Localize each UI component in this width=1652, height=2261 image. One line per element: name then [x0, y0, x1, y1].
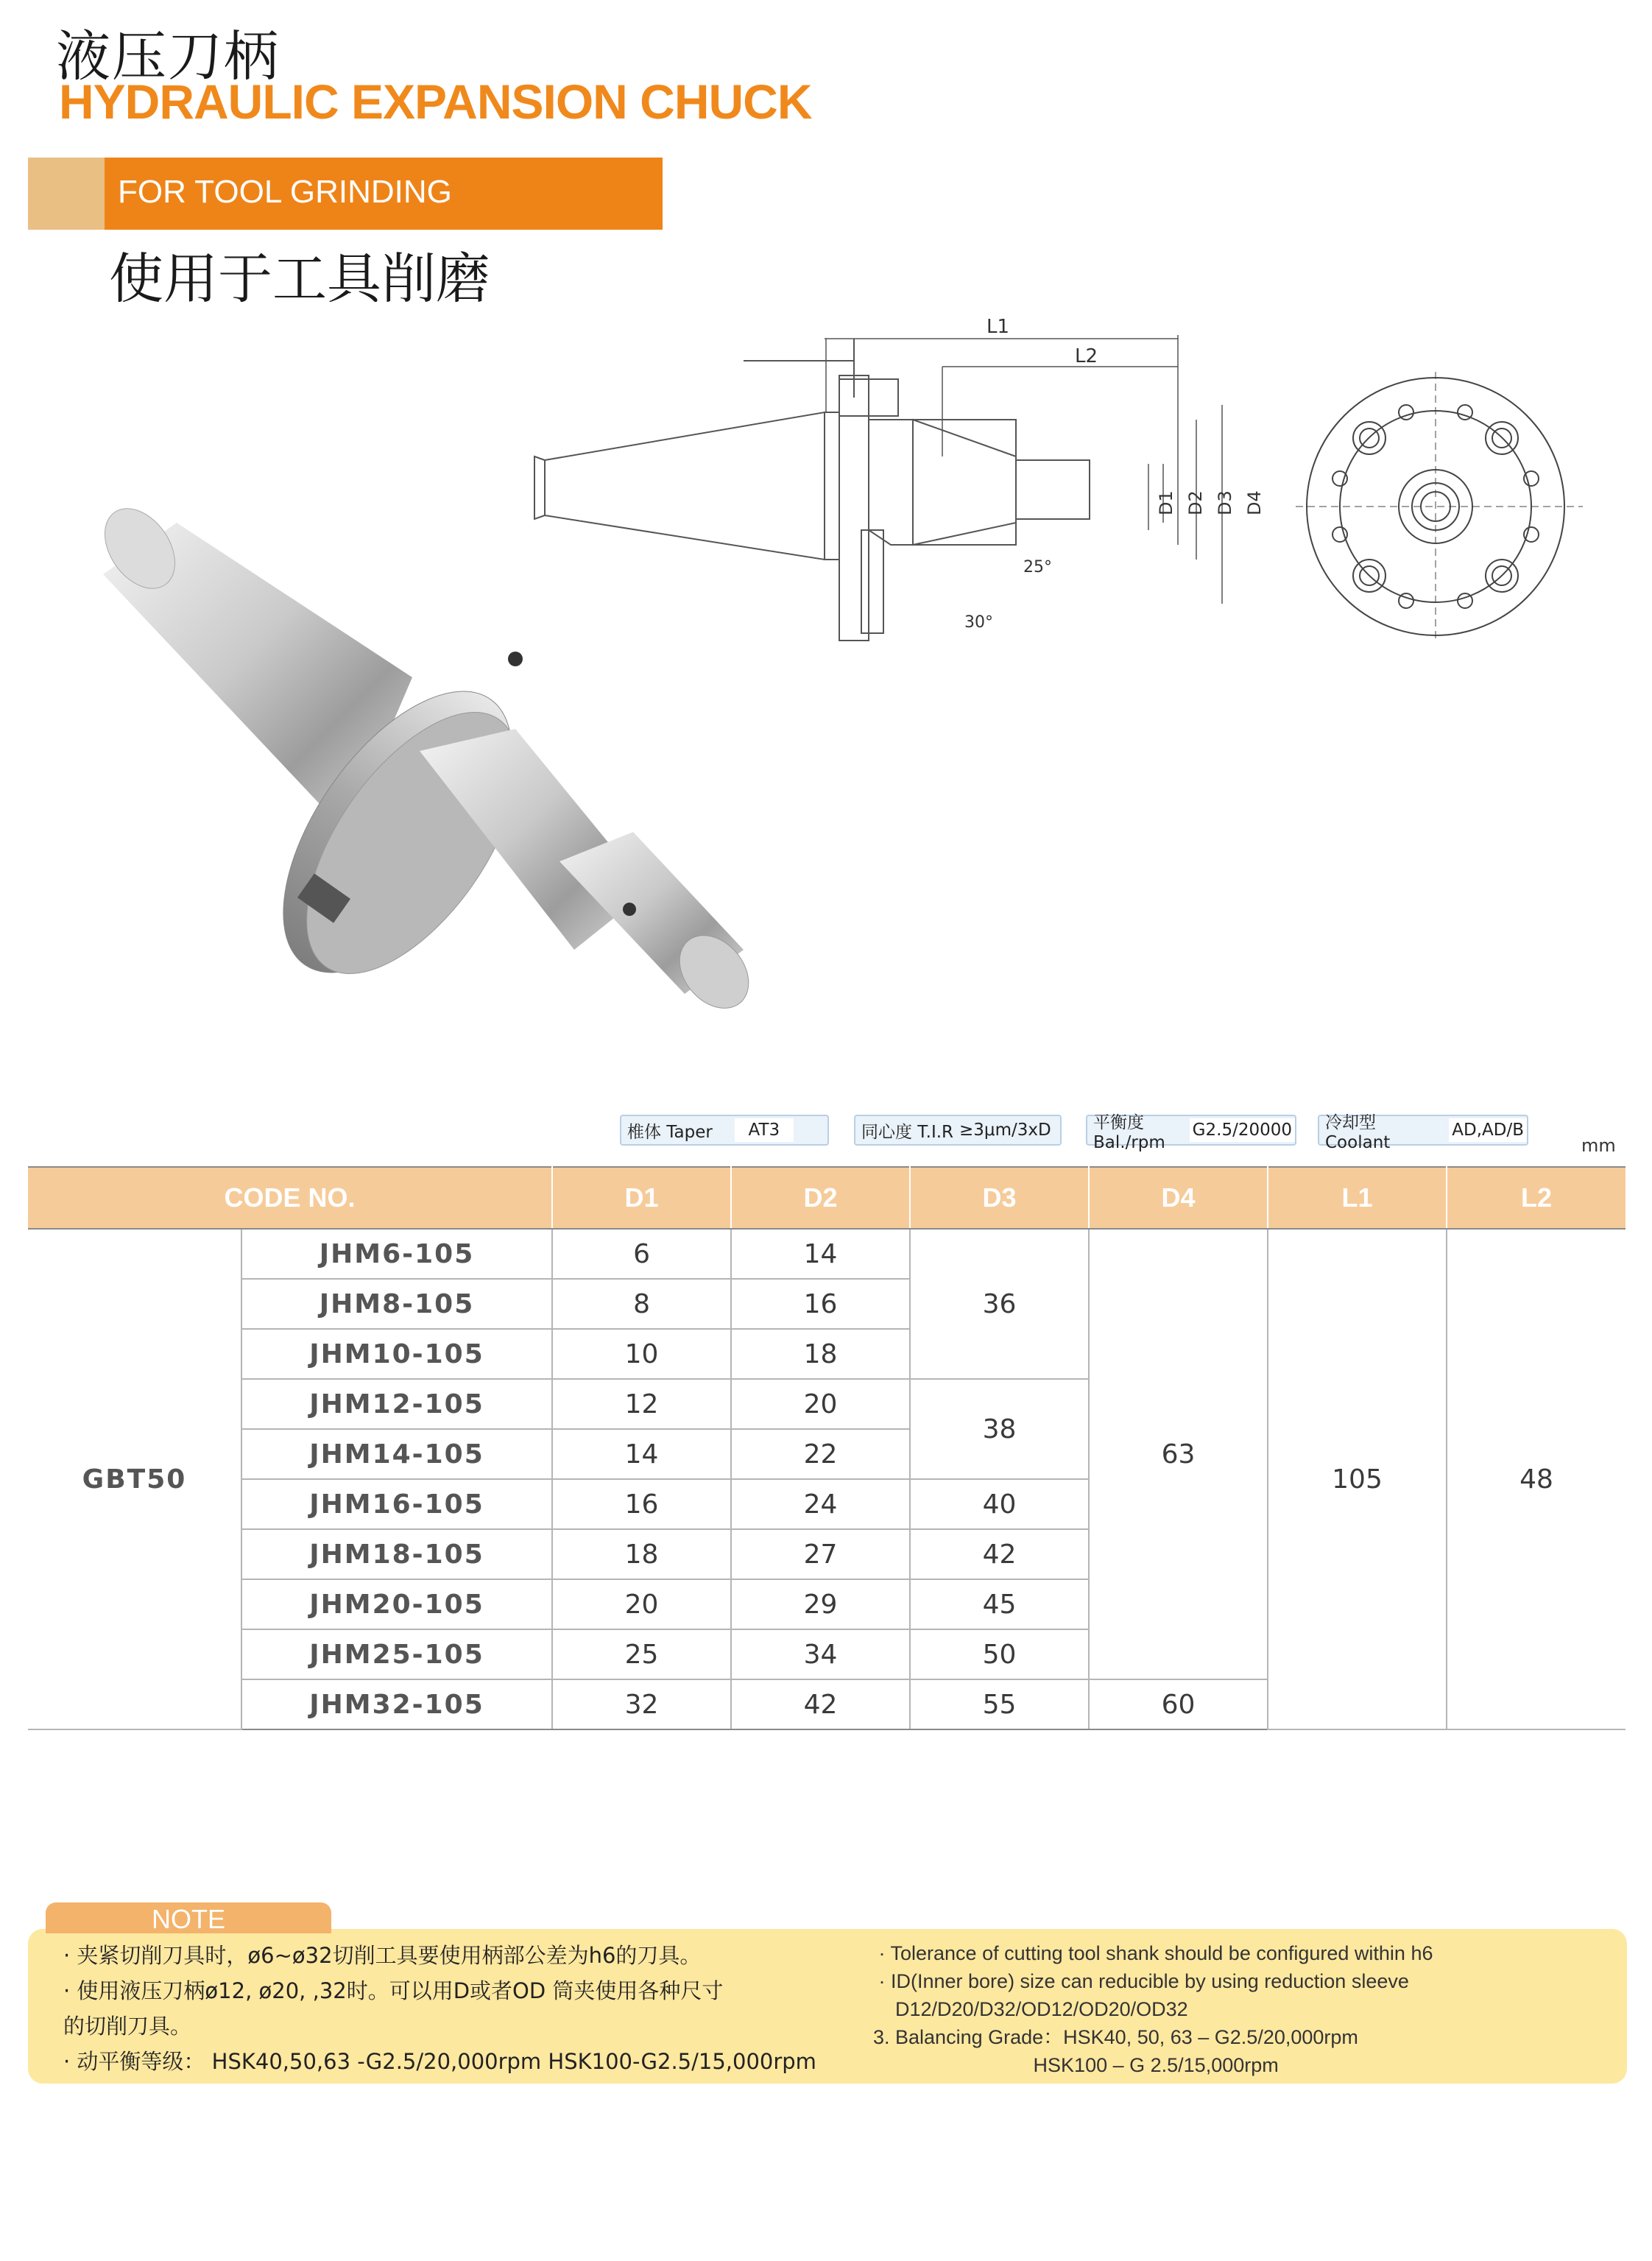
- spec-balance: [1086, 1112, 1296, 1152]
- code-cell: JHM10-105: [241, 1329, 552, 1379]
- side-view-drawing: [530, 309, 1266, 663]
- note-en: [873, 1939, 1609, 2079]
- d4-cell: 63: [1089, 1229, 1268, 1679]
- d3-cell: 55: [910, 1679, 1089, 1729]
- d1-cell: 25: [552, 1629, 731, 1679]
- d1-cell: 8: [552, 1279, 731, 1329]
- d3-cell: 42: [910, 1529, 1089, 1579]
- d1-cell: 14: [552, 1429, 731, 1479]
- code-cell: JHM18-105: [241, 1529, 552, 1579]
- d1-cell: 12: [552, 1379, 731, 1429]
- category-label: FOR TOOL GRINDING: [118, 174, 452, 210]
- d2-cell: 14: [731, 1229, 910, 1279]
- spec-tir-value: ≥3μm/3xD: [959, 1121, 1051, 1140]
- d3-cell: 36: [910, 1229, 1089, 1379]
- spec-coolant-label: 冷却型 Coolant: [1325, 1112, 1391, 1152]
- spec-balance-label: 平衡度 Bal./rpm: [1093, 1112, 1165, 1152]
- note-en-line: · ID(Inner bore) size can reducible by using reduction sleeve: [873, 1970, 1409, 1992]
- code-cell: JHM16-105: [241, 1479, 552, 1529]
- header-l2: L2: [1447, 1167, 1625, 1229]
- code-cell: JHM8-105: [241, 1279, 552, 1329]
- note-cn-line: 的切削刀具。: [63, 2014, 192, 2039]
- note-cn: [63, 1938, 858, 2079]
- group-cell: GBT50: [28, 1229, 241, 1729]
- note-en-line: · Tolerance of cutting tool shank should be configured within h6: [873, 1942, 1433, 1964]
- code-cell: JHM32-105: [241, 1679, 552, 1729]
- d1-cell: 20: [552, 1579, 731, 1629]
- spec-taper-label: 椎体 Taper: [627, 1122, 713, 1142]
- header-d1: D1: [552, 1167, 731, 1229]
- dim-L2: L2: [1075, 345, 1098, 367]
- spec-coolant-value: AD,AD/B: [1449, 1118, 1527, 1142]
- d4-cell: 60: [1089, 1679, 1268, 1729]
- d2-cell: 18: [731, 1329, 910, 1379]
- spec-coolant: [1318, 1112, 1528, 1152]
- spec-table: [28, 1166, 1625, 1730]
- note-en-line: HSK100 – G 2.5/15,000rpm: [873, 2054, 1279, 2076]
- d3-cell: 45: [910, 1579, 1089, 1629]
- d3-cell: 38: [910, 1379, 1089, 1479]
- d2-cell: 27: [731, 1529, 910, 1579]
- code-cell: JHM14-105: [241, 1429, 552, 1479]
- header-d4: D4: [1089, 1167, 1268, 1229]
- d2-cell: 16: [731, 1279, 910, 1329]
- d2-cell: 24: [731, 1479, 910, 1529]
- note-tab: NOTE: [46, 1902, 331, 1933]
- d3-cell: 40: [910, 1479, 1089, 1529]
- l1-cell: 105: [1268, 1229, 1447, 1729]
- d2-cell: 22: [731, 1429, 910, 1479]
- angle-30: 30°: [964, 613, 993, 632]
- note-en-line: 3. Balancing Grade：HSK40, 50, 63 – G2.5/20,000rpm: [873, 2026, 1358, 2048]
- code-cell: JHM6-105: [241, 1229, 552, 1279]
- note-cn-line: · 使用液压刀柄ø12, ø20, ,32时。可以用D或者OD 筒夹使用各种尺寸: [63, 1978, 724, 2003]
- spec-tir: [854, 1115, 1062, 1146]
- title-en: HYDRAULIC EXPANSION CHUCK: [59, 74, 812, 129]
- dim-L1: L1: [986, 316, 1010, 338]
- d3-cell: 50: [910, 1629, 1089, 1679]
- note-cn-line: · 夹紧切削刀具时，ø6~ø32切削工具要使用柄部公差为h6的刀具。: [63, 1943, 702, 1968]
- code-cell: JHM25-105: [241, 1629, 552, 1679]
- d2-cell: 20: [731, 1379, 910, 1429]
- header-d2: D2: [731, 1167, 910, 1229]
- d2-cell: 34: [731, 1629, 910, 1679]
- angle-25: 25°: [1023, 558, 1052, 576]
- unit-label: mm: [1581, 1135, 1616, 1156]
- header-d3: D3: [910, 1167, 1089, 1229]
- header-l1: L1: [1268, 1167, 1447, 1229]
- dim-D3: D3: [1215, 490, 1235, 515]
- spec-balance-value: G2.5/20000: [1190, 1118, 1295, 1142]
- dim-D4: D4: [1244, 490, 1265, 515]
- d2-cell: 42: [731, 1679, 910, 1729]
- subtitle-cn: 使用于工具削磨: [109, 247, 490, 311]
- note-en-line: D12/D20/D32/OD12/OD20/OD32: [873, 1998, 1188, 2020]
- spec-taper-value: AT3: [735, 1118, 794, 1142]
- table-row: [28, 1229, 1625, 1279]
- d2-cell: 29: [731, 1579, 910, 1629]
- d1-cell: 32: [552, 1679, 731, 1729]
- front-view-drawing: [1288, 368, 1598, 648]
- band-accent: [28, 158, 105, 230]
- dim-D2: D2: [1185, 490, 1206, 515]
- l2-cell: 48: [1447, 1229, 1625, 1729]
- d1-cell: 16: [552, 1479, 731, 1529]
- spec-taper: [620, 1115, 829, 1146]
- title-cn: 液压刀柄: [56, 25, 280, 88]
- code-cell: JHM20-105: [241, 1579, 552, 1629]
- code-cell: JHM12-105: [241, 1379, 552, 1429]
- table-header-row: [28, 1167, 1625, 1229]
- header-code: CODE NO.: [28, 1167, 552, 1229]
- d1-cell: 10: [552, 1329, 731, 1379]
- dim-D1: D1: [1156, 490, 1176, 515]
- d1-cell: 18: [552, 1529, 731, 1579]
- d1-cell: 6: [552, 1229, 731, 1279]
- note-cn-line: · 动平衡等级： HSK40,50,63 -G2.5/20,000rpm HSK100-G2.5/15,000rpm: [63, 2049, 816, 2074]
- spec-tir-label: 同心度 T.I.R: [861, 1122, 954, 1142]
